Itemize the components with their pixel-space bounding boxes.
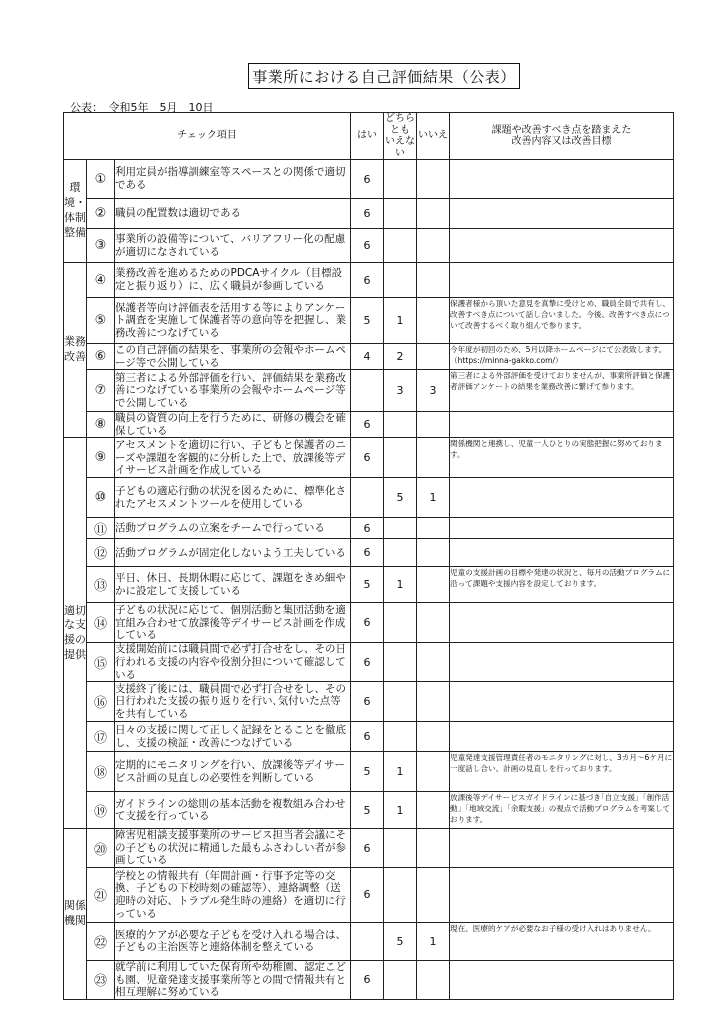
improvement-comment bbox=[450, 263, 674, 298]
evaluation-table bbox=[63, 112, 674, 1000]
row-number: ③ bbox=[87, 229, 115, 263]
yes-count: 6 bbox=[351, 263, 384, 298]
no-count bbox=[417, 199, 450, 229]
check-item-text: 子どもの適応行動の状況を図るために、標準化されたアセスメントツールを使用している bbox=[115, 478, 351, 518]
publish-date: 公表： 令和5年 5月 10日 bbox=[70, 101, 214, 114]
check-item-text: ガイドラインの総則の基本活動を複数組み合わせて支援を行っている bbox=[115, 792, 351, 829]
yes-count bbox=[351, 478, 384, 518]
table-row bbox=[64, 922, 674, 960]
table-row bbox=[64, 643, 674, 682]
either-count bbox=[384, 960, 417, 999]
no-count bbox=[417, 752, 450, 792]
row-number: ⑦ bbox=[87, 370, 115, 412]
yes-count: 6 bbox=[351, 829, 384, 868]
check-item-text: 業務改善を進めるためのPDCAサイクル（目標設定と振り返り）に、広く職員が参画している bbox=[115, 263, 351, 298]
either-count: 5 bbox=[384, 478, 417, 518]
header-either bbox=[384, 113, 417, 160]
category-label: 関係機関 bbox=[64, 829, 87, 1000]
row-number: ⑧ bbox=[87, 412, 115, 438]
yes-count: 6 bbox=[351, 539, 384, 567]
no-count bbox=[417, 567, 450, 603]
improvement-comment: 児童発達支援管理責任者のモニタリングに対し、3カ月〜6ケ月に一度話し合い、計画の見直しを行っております。 bbox=[450, 752, 674, 792]
yes-count: 6 bbox=[351, 960, 384, 999]
row-number: ⑪ bbox=[87, 518, 115, 539]
improvement-comment bbox=[450, 539, 674, 567]
check-item-text: 保護者等向け評価表を活用する等によりアンケート調査を実施して保護者等の意向等を把握し、業務改善につなげている bbox=[115, 298, 351, 344]
improvement-comment bbox=[450, 199, 674, 229]
either-count: 1 bbox=[384, 567, 417, 603]
either-count bbox=[384, 722, 417, 752]
row-number: ① bbox=[87, 160, 115, 199]
table-row bbox=[64, 263, 674, 298]
improvement-comment: 現在、医療的ケアが必要なお子様の受け入れはありません。 bbox=[450, 922, 674, 960]
row-number: ⑮ bbox=[87, 643, 115, 682]
header-comment bbox=[450, 113, 674, 160]
no-count bbox=[417, 412, 450, 438]
row-number: ④ bbox=[87, 263, 115, 298]
improvement-comment bbox=[450, 960, 674, 999]
improvement-comment bbox=[450, 829, 674, 868]
check-item-text: 障害児相談支援事業所のサービス担当者会議にその子どもの状況に精通した最もふさわしい者が参画している bbox=[115, 829, 351, 868]
page-title bbox=[248, 63, 520, 89]
check-item-text: 活動プログラムの立案をチームで行っている bbox=[115, 518, 351, 539]
either-count: 3 bbox=[384, 370, 417, 412]
either-count bbox=[384, 539, 417, 567]
improvement-comment: 児童の支援計画の目標や発達の状況と、毎月の活動プログラムに沿って課題や支援内容を設定しております。 bbox=[450, 567, 674, 603]
improvement-comment bbox=[450, 643, 674, 682]
either-count bbox=[384, 867, 417, 922]
category-label: 適切な支援の提供 bbox=[64, 438, 87, 829]
table-row bbox=[64, 960, 674, 999]
either-count bbox=[384, 438, 417, 478]
no-count bbox=[417, 298, 450, 344]
no-count: 3 bbox=[417, 370, 450, 412]
yes-count: 6 bbox=[351, 867, 384, 922]
improvement-comment bbox=[450, 867, 674, 922]
yes-count: 6 bbox=[351, 438, 384, 478]
table-row bbox=[64, 370, 674, 412]
yes-count bbox=[351, 922, 384, 960]
no-count bbox=[417, 643, 450, 682]
row-number: ⑤ bbox=[87, 298, 115, 344]
no-count bbox=[417, 438, 450, 478]
either-count bbox=[384, 229, 417, 263]
yes-count: 4 bbox=[351, 344, 384, 370]
table-row bbox=[64, 438, 674, 478]
either-count bbox=[384, 829, 417, 868]
check-item-text: 支援終了後には、職員間で必ず打合せをし、その日行われた支援の振り返りを行い､気付いた点等を共有している bbox=[115, 682, 351, 722]
check-item-text: 利用定員が指導訓練室等スペースとの関係で適切である bbox=[115, 160, 351, 199]
check-item-text: 支援開始前には職員間で必ず打合せをし、その日行われる支援の内容や役割分担について確認している bbox=[115, 643, 351, 682]
row-number: ⑨ bbox=[87, 438, 115, 478]
either-count bbox=[384, 682, 417, 722]
table-row bbox=[64, 344, 674, 370]
row-number: ⑱ bbox=[87, 752, 115, 792]
table-body bbox=[64, 160, 674, 1000]
no-count bbox=[417, 344, 450, 370]
improvement-comment: 放課後等デイサービスガイドラインに基づき｢自立支援｣「創作活動」「地域交流」「余暇支援」の視点で活動プログラムを考案しております。 bbox=[450, 792, 674, 829]
either-count: 1 bbox=[384, 298, 417, 344]
header-comment-line1: 課題や改善すべき点を踏まえた bbox=[491, 124, 632, 136]
either-count bbox=[384, 412, 417, 438]
no-count bbox=[417, 229, 450, 263]
check-item-text: 職員の配置数は適切である bbox=[115, 199, 351, 229]
improvement-comment bbox=[450, 603, 674, 643]
no-count bbox=[417, 722, 450, 752]
either-count: 1 bbox=[384, 792, 417, 829]
check-item-text: 第三者による外部評価を行い、評価結果を業務改善につなげている事業所の会報やホームページ等で公開している bbox=[115, 370, 351, 412]
yes-count: 6 bbox=[351, 160, 384, 199]
yes-count bbox=[351, 370, 384, 412]
improvement-comment: 保護者様から頂いた意見を真摯に受けとめ、職員全員で共有し、改善すべき点について話し合いました。今後、改善すべき点について改善するべく取り組んで参ります。 bbox=[450, 298, 674, 344]
row-number: ㉓ bbox=[87, 960, 115, 999]
header-either-line2: いえない bbox=[385, 136, 415, 159]
no-count bbox=[417, 263, 450, 298]
row-number: ⑰ bbox=[87, 722, 115, 752]
table-row bbox=[64, 478, 674, 518]
row-number: ⑭ bbox=[87, 603, 115, 643]
improvement-comment bbox=[450, 682, 674, 722]
yes-count: 6 bbox=[351, 199, 384, 229]
check-item-text: 子どもの状況に応じて、個別活動と集団活動を適宜組み合わせて放課後等デイサービス計画を作成している bbox=[115, 603, 351, 643]
yes-count: 6 bbox=[351, 518, 384, 539]
row-number: ⑩ bbox=[87, 478, 115, 518]
row-number: ㉒ bbox=[87, 922, 115, 960]
row-number: ⑳ bbox=[87, 829, 115, 868]
either-count bbox=[384, 160, 417, 199]
improvement-comment: 関係機関と連携し、児童一人ひとりの実態把握に努めております。 bbox=[450, 438, 674, 478]
improvement-comment bbox=[450, 478, 674, 518]
header-either-line1: どちらとも bbox=[385, 113, 415, 136]
yes-count: 5 bbox=[351, 567, 384, 603]
yes-count: 5 bbox=[351, 298, 384, 344]
check-item-text: 平日、休日、長期休暇に応じて、課題をきめ細やかに設定して支援している bbox=[115, 567, 351, 603]
check-item-text: 学校との情報共有（年間計画・行事予定等の交換、子どもの下校時刻の確認等）、連絡調整（送迎時の対応、トラブル発生時の連絡）を適切に行っている bbox=[115, 867, 351, 922]
header-no: いいえ bbox=[417, 113, 450, 160]
no-count bbox=[417, 160, 450, 199]
improvement-comment bbox=[450, 229, 674, 263]
no-count bbox=[417, 682, 450, 722]
no-count bbox=[417, 960, 450, 999]
check-item-text: 職員の資質の向上を行うために、研修の機会を確保している bbox=[115, 412, 351, 438]
improvement-comment: 今年度が初回のため、5月以降ホームページにて公表致します。（https://minna-gakko.com/） bbox=[450, 344, 674, 370]
header-comment-line2: 改善内容又は改善目標 bbox=[511, 136, 612, 147]
row-number: ㉑ bbox=[87, 867, 115, 922]
header-check-item: チェック項目 bbox=[64, 113, 351, 160]
either-count bbox=[384, 643, 417, 682]
no-count bbox=[417, 792, 450, 829]
no-count bbox=[417, 867, 450, 922]
table-header bbox=[64, 113, 674, 160]
check-item-text: この自己評価の結果を、事業所の会報やホームページ等で公開している bbox=[115, 344, 351, 370]
no-count bbox=[417, 603, 450, 643]
either-count bbox=[384, 199, 417, 229]
row-number: ② bbox=[87, 199, 115, 229]
yes-count: 6 bbox=[351, 229, 384, 263]
improvement-comment bbox=[450, 518, 674, 539]
table-row bbox=[64, 298, 674, 344]
table-row bbox=[64, 199, 674, 229]
check-item-text: 医療的ケアが必要な子どもを受け入れる場合は、子どもの主治医等と連絡体制を整えている bbox=[115, 922, 351, 960]
category-label: 環境・体制整備 bbox=[64, 160, 87, 263]
improvement-comment bbox=[450, 160, 674, 199]
either-count bbox=[384, 603, 417, 643]
row-number: ⑯ bbox=[87, 682, 115, 722]
page-title-text: 事業所における自己評価結果（公表） bbox=[252, 67, 516, 86]
no-count: 1 bbox=[417, 922, 450, 960]
improvement-comment: 第三者による外部評価を受けておりませんが、事業所評価と保護者評価アンケートの結果を業務改善に繋げて参ります。 bbox=[450, 370, 674, 412]
either-count bbox=[384, 518, 417, 539]
check-item-text: 日々の支援に関して正しく記録をとることを徹底し、支援の検証・改善につなげている bbox=[115, 722, 351, 752]
table-row bbox=[64, 752, 674, 792]
row-number: ⑲ bbox=[87, 792, 115, 829]
check-item-text: アセスメントを適切に行い、子どもと保護者のニーズや課題を客観的に分析した上で、放課後等デイサービス計画を作成している bbox=[115, 438, 351, 478]
table-row bbox=[64, 829, 674, 868]
row-number: ⑫ bbox=[87, 539, 115, 567]
table-row bbox=[64, 518, 674, 539]
yes-count: 5 bbox=[351, 792, 384, 829]
check-item-text: 就学前に利用していた保育所や幼稚園、認定こども園、児童発達支援事業所等との間で情報共有と相互理解に努めている bbox=[115, 960, 351, 999]
no-count bbox=[417, 518, 450, 539]
table-row bbox=[64, 603, 674, 643]
either-count: 5 bbox=[384, 922, 417, 960]
table-row bbox=[64, 722, 674, 752]
check-item-text: 活動プログラムが固定化しないよう工夫している bbox=[115, 539, 351, 567]
table-row bbox=[64, 792, 674, 829]
table-row bbox=[64, 539, 674, 567]
header-yes: はい bbox=[351, 113, 384, 160]
table-row bbox=[64, 229, 674, 263]
yes-count: 6 bbox=[351, 682, 384, 722]
table-row bbox=[64, 160, 674, 199]
improvement-comment bbox=[450, 722, 674, 752]
yes-count: 6 bbox=[351, 412, 384, 438]
category-label: 業務改善 bbox=[64, 263, 87, 438]
no-count: 1 bbox=[417, 478, 450, 518]
check-item-text: 事業所の設備等について、バリアフリー化の配慮が適切になされている bbox=[115, 229, 351, 263]
check-item-text: 定期的にモニタリングを行い、放課後等デイサービス計画の見直しの必要性を判断している bbox=[115, 752, 351, 792]
table-row bbox=[64, 567, 674, 603]
row-number: ⑬ bbox=[87, 567, 115, 603]
table-row bbox=[64, 412, 674, 438]
either-count bbox=[384, 263, 417, 298]
no-count bbox=[417, 539, 450, 567]
table-row bbox=[64, 867, 674, 922]
row-number: ⑥ bbox=[87, 344, 115, 370]
no-count bbox=[417, 829, 450, 868]
yes-count: 5 bbox=[351, 752, 384, 792]
yes-count: 6 bbox=[351, 603, 384, 643]
improvement-comment bbox=[450, 412, 674, 438]
table-row bbox=[64, 682, 674, 722]
either-count: 2 bbox=[384, 344, 417, 370]
either-count: 1 bbox=[384, 752, 417, 792]
yes-count: 6 bbox=[351, 722, 384, 752]
yes-count: 6 bbox=[351, 643, 384, 682]
